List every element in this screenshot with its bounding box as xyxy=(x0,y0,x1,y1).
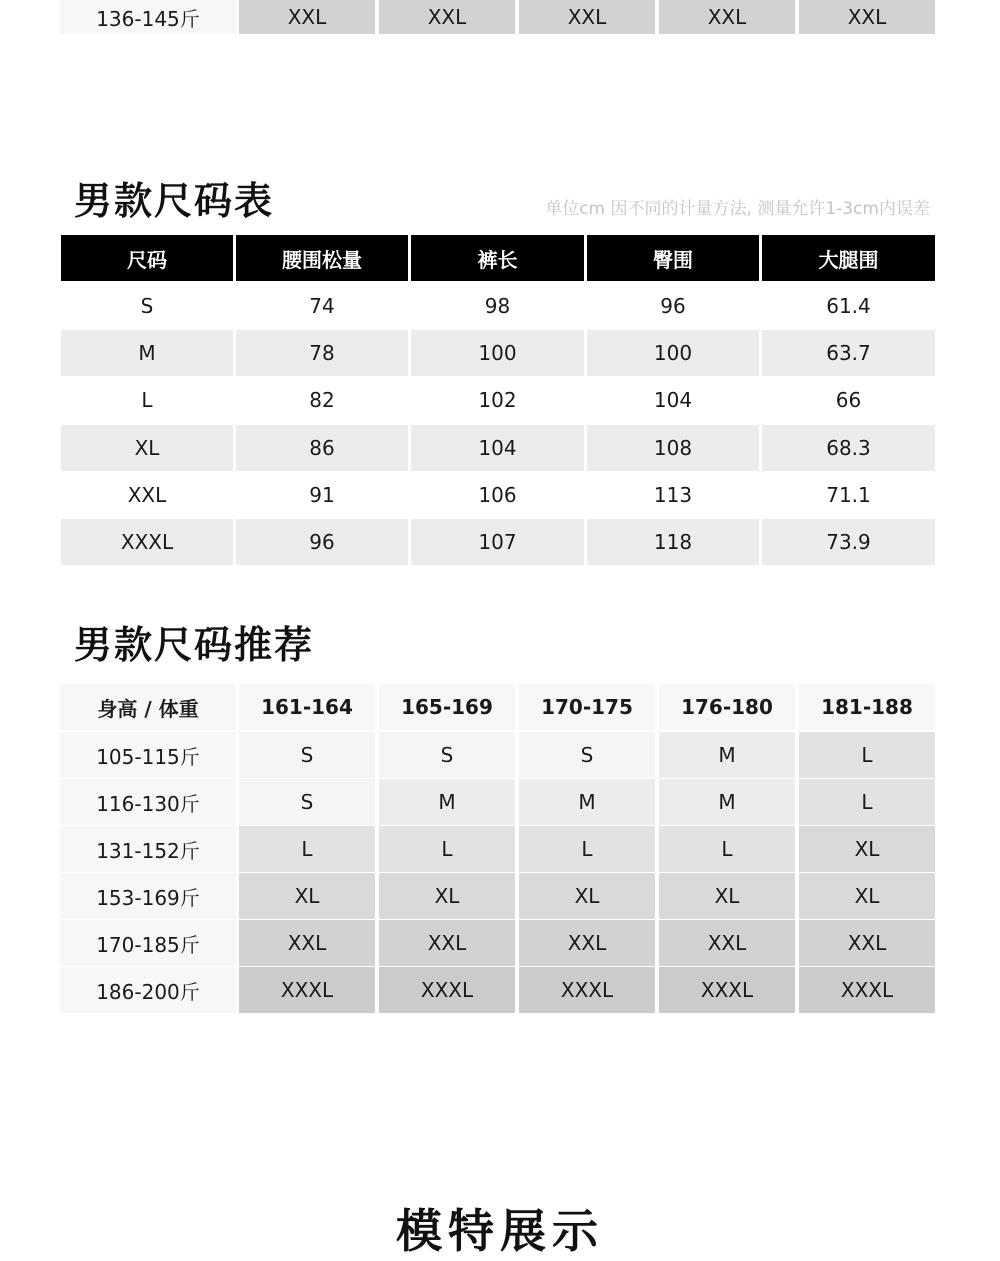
recommend-size-cell: L xyxy=(519,826,655,872)
recommend-size-cell: XXXL xyxy=(239,967,375,1013)
recommend-size-cell: XL xyxy=(799,826,935,872)
size-table-cell: 96 xyxy=(587,283,759,329)
weight-label: 116-130斤 xyxy=(60,779,236,825)
size-table-title: 男款尺码表 xyxy=(74,179,275,223)
height-header: 165-169 xyxy=(379,684,515,730)
size-table-header-cell: 尺码 xyxy=(61,235,233,281)
size-table-cell: L xyxy=(61,377,233,423)
size-table-cell: XXXL xyxy=(61,519,233,565)
corner-label: 身高 / 体重 xyxy=(60,684,236,730)
size-table-cell: 96 xyxy=(236,519,408,565)
recommend-size-cell: XXL xyxy=(239,920,375,966)
size-table-cell: 73.9 xyxy=(762,519,935,565)
recommend-size-cell: XXXL xyxy=(379,967,515,1013)
height-header: 161-164 xyxy=(239,684,375,730)
recommend-size-cell: S xyxy=(239,779,375,825)
recommend-size-cell: M xyxy=(519,779,655,825)
recommend-size-cell: XXL xyxy=(519,920,655,966)
recommend-size-cell: XL xyxy=(659,873,795,919)
recommend-size-cell: XXL xyxy=(379,920,515,966)
size-table-cell: 113 xyxy=(587,472,759,518)
recommend-size-cell: M xyxy=(659,779,795,825)
recommend-size-cell: L xyxy=(379,826,515,872)
size-table-cell: 74 xyxy=(236,283,408,329)
size-cell: XXL xyxy=(379,0,515,34)
recommend-size-cell: XL xyxy=(519,873,655,919)
size-table-cell: 91 xyxy=(236,472,408,518)
recommend-size-cell: XL xyxy=(239,873,375,919)
top-fragment-row xyxy=(0,0,1000,34)
size-table-header-cell: 大腿围 xyxy=(762,235,935,281)
size-table-cell: 98 xyxy=(411,283,584,329)
size-table-cell: XXL xyxy=(61,472,233,518)
height-header: 170-175 xyxy=(519,684,655,730)
measurement-note: 单位cm 因不同的计量方法, 测量允许1-3cm内误差 xyxy=(545,199,930,219)
recommend-size-cell: S xyxy=(519,732,655,778)
weight-label: 105-115斤 xyxy=(60,732,236,778)
size-cell: XXL xyxy=(239,0,375,34)
size-table-cell: 108 xyxy=(587,425,759,471)
size-cell: XXL xyxy=(659,0,795,34)
size-table-cell: 68.3 xyxy=(762,425,935,471)
recommend-size-cell: XL xyxy=(799,873,935,919)
size-cell: XXL xyxy=(799,0,935,34)
size-table-cell: 63.7 xyxy=(762,330,935,376)
recommend-size-cell: L xyxy=(239,826,375,872)
size-table-cell: 104 xyxy=(587,377,759,423)
size-table-cell: 107 xyxy=(411,519,584,565)
size-table-cell: 100 xyxy=(411,330,584,376)
size-table-header-cell: 腰围松量 xyxy=(236,235,408,281)
size-table-cell: S xyxy=(61,283,233,329)
size-table-cell: 78 xyxy=(236,330,408,376)
height-header: 176-180 xyxy=(659,684,795,730)
size-table-cell: 118 xyxy=(587,519,759,565)
recommend-size-cell: XXL xyxy=(659,920,795,966)
size-table-cell: 104 xyxy=(411,425,584,471)
recommend-size-cell: L xyxy=(659,826,795,872)
weight-label: 131-152斤 xyxy=(60,826,236,872)
model-section-title: 模特展示 xyxy=(396,1204,604,1258)
recommend-size-cell: S xyxy=(239,732,375,778)
size-table-cell: 82 xyxy=(236,377,408,423)
recommend-size-cell: XL xyxy=(379,873,515,919)
size-table-cell: 71.1 xyxy=(762,472,935,518)
recommend-size-cell: XXXL xyxy=(659,967,795,1013)
size-table-cell: 106 xyxy=(411,472,584,518)
weight-label: 186-200斤 xyxy=(60,967,236,1013)
weight-label: 136-145斤 xyxy=(60,0,236,34)
recommend-size-cell: M xyxy=(659,732,795,778)
recommend-size-cell: XXL xyxy=(799,920,935,966)
size-table-cell: 100 xyxy=(587,330,759,376)
weight-label: 153-169斤 xyxy=(60,873,236,919)
size-table-cell: 102 xyxy=(411,377,584,423)
size-table-cell: 61.4 xyxy=(762,283,935,329)
size-table-cell: 66 xyxy=(762,377,935,423)
size-table-cell: 86 xyxy=(236,425,408,471)
recommend-size-cell: XXXL xyxy=(799,967,935,1013)
recommend-size-cell: M xyxy=(379,779,515,825)
recommend-size-cell: L xyxy=(799,779,935,825)
height-header: 181-188 xyxy=(799,684,935,730)
size-table-header-cell: 裤长 xyxy=(411,235,584,281)
size-table-cell: M xyxy=(61,330,233,376)
recommend-table-title: 男款尺码推荐 xyxy=(74,623,315,667)
recommend-size-cell: S xyxy=(379,732,515,778)
weight-label: 170-185斤 xyxy=(60,920,236,966)
size-table-cell: XL xyxy=(61,425,233,471)
recommend-size-cell: L xyxy=(799,732,935,778)
size-cell: XXL xyxy=(519,0,655,34)
recommend-size-cell: XXXL xyxy=(519,967,655,1013)
size-table-header-cell: 臀围 xyxy=(587,235,759,281)
